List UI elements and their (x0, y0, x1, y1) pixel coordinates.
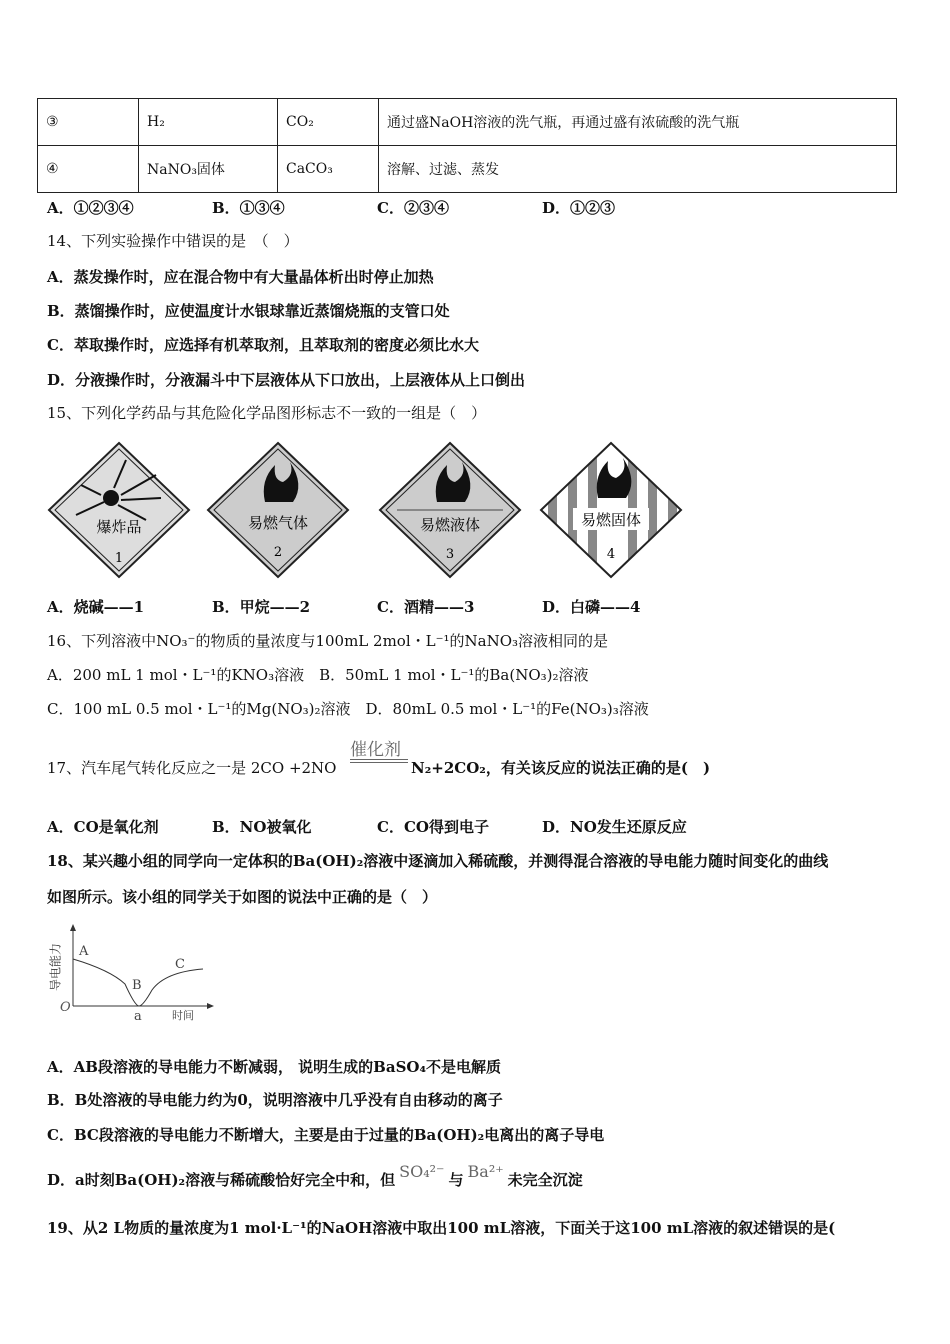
catalyst-label: 催化剂 (350, 740, 401, 760)
table-row (38, 99, 897, 146)
cell: 通过盛NaOH溶液的洗气瓶，再通过盛有浓硫酸的洗气瓶 (379, 99, 897, 146)
cell: H₂ (139, 99, 278, 146)
question-stem: 如图所示。该小组的同学关于如图的说法中正确的是（ ） (47, 888, 438, 906)
sign-number: 1 (114, 551, 124, 566)
option: D．白磷——4 (542, 598, 641, 616)
point-label: a (134, 1009, 142, 1024)
sign-number: 4 (606, 547, 616, 562)
question-stem: N₂+2CO₂，有关该反应的说法正确的是( ) (411, 759, 711, 777)
option: B．甲烷——2 (212, 598, 311, 616)
barium-ion: Ba²⁺ (467, 1162, 504, 1181)
cell: ③ (38, 99, 139, 146)
equals-line (350, 762, 408, 763)
option-line: A．200 mL 1 mol・L⁻¹的KNO₃溶液 B．50mL 1 mol・L⁻¹的Ba(NO₃)₂溶液 (47, 666, 589, 684)
question-stem: 14、下列实验操作中错误的是 （ ） (47, 232, 299, 250)
sign-label: 易燃固体 (580, 511, 642, 529)
option: C．酒精——3 (377, 598, 475, 616)
origin-label: O (60, 1000, 71, 1015)
option: A．烧碱——1 (47, 598, 145, 616)
sign-label: 易燃液体 (419, 516, 481, 534)
question-stem: 15、下列化学药品与其危险化学品图形标志不一致的一组是（ ） (47, 404, 487, 422)
option: A．①②③④ (47, 199, 134, 217)
question-stem: 16、下列溶液中NO₃⁻的物质的量浓度与100mL 2mol・L⁻¹的NaNO₃溶液相同的是 (47, 632, 609, 650)
option-text: 与 (448, 1171, 464, 1189)
option: C．BC段溶液的导电能力不断增大，主要是由于过量的Ba(OH)₂电离出的离子导电 (47, 1126, 605, 1144)
sulfate-ion: SO₄²⁻ (399, 1162, 445, 1181)
option-text: 未完全沉淀 (507, 1171, 583, 1189)
cell: CO₂ (278, 99, 379, 146)
question-stem: 17、汽车尾气转化反应之一是 2CO +2NO (47, 759, 337, 777)
question-stem: 18、某兴趣小组的同学向一定体积的Ba(OH)₂溶液中逐滴加入稀硫酸，并测得混合溶液的导电能力随时间变化的曲线 (47, 852, 829, 870)
table-row (38, 146, 897, 193)
option-line: C．100 mL 0.5 mol・L⁻¹的Mg(NO₃)₂溶液 D．80mL 0.5 mol・L⁻¹的Fe(NO₃)₃溶液 (47, 700, 649, 718)
option: C．CO得到电子 (377, 818, 489, 836)
conductivity-graph (40, 922, 230, 1027)
separation-table (37, 98, 897, 193)
sign-number: 2 (273, 545, 283, 560)
x-axis-label: 时间 (172, 1009, 194, 1022)
question-stem: 19、从2 L物质的量浓度为1 mol·L⁻¹的NaOH溶液中取出100 mL溶液，下面关于这100 mL溶液的叙述错误的是( (47, 1219, 836, 1237)
point-label: B (132, 978, 142, 993)
flammable-solid-sign (538, 440, 684, 580)
flammable-liquid-sign (377, 440, 523, 580)
option: A．AB段溶液的导电能力不断减弱， 说明生成的BaSO₄不是电解质 (47, 1058, 502, 1076)
y-axis-label: 导电能力 (48, 942, 63, 992)
option: A．蒸发操作时，应在混合物中有大量晶体析出时停止加热 (47, 268, 434, 286)
option: B．NO被氧化 (212, 818, 312, 836)
cell: ④ (38, 146, 139, 193)
cell: 溶解、过滤、蒸发 (379, 146, 897, 193)
point-label: A (79, 944, 89, 959)
option (47, 1162, 583, 1190)
sign-label: 易燃气体 (247, 514, 309, 532)
option: A．CO是氧化剂 (47, 818, 159, 836)
option: B．B处溶液的导电能力约为0，说明溶液中几乎没有自由移动的离子 (47, 1091, 503, 1109)
option: D．分液操作时，分液漏斗中下层液体从下口放出，上层液体从上口倒出 (47, 371, 526, 389)
option: C．萃取操作时，应选择有机萃取剂，且萃取剂的密度必须比水大 (47, 336, 479, 354)
option: C．②③④ (377, 199, 449, 217)
option: B．①③④ (212, 199, 285, 217)
point-label: C (175, 957, 185, 972)
explosive-sign (46, 440, 192, 580)
cell: CaCO₃ (278, 146, 379, 193)
option-text: D．a时刻Ba(OH)₂溶液与稀硫酸恰好完全中和，但 (47, 1171, 396, 1189)
cell: NaNO₃固体 (139, 146, 278, 193)
option: D．①②③ (542, 199, 616, 217)
sign-label: 爆炸品 (96, 518, 142, 536)
bomb-icon (103, 490, 119, 506)
option: D．NO发生还原反应 (542, 818, 687, 836)
sign-number: 3 (445, 547, 455, 562)
equals-line (350, 759, 408, 760)
option: B．蒸馏操作时，应使温度计水银球靠近蒸馏烧瓶的支管口处 (47, 302, 450, 320)
flammable-gas-sign (205, 440, 351, 580)
